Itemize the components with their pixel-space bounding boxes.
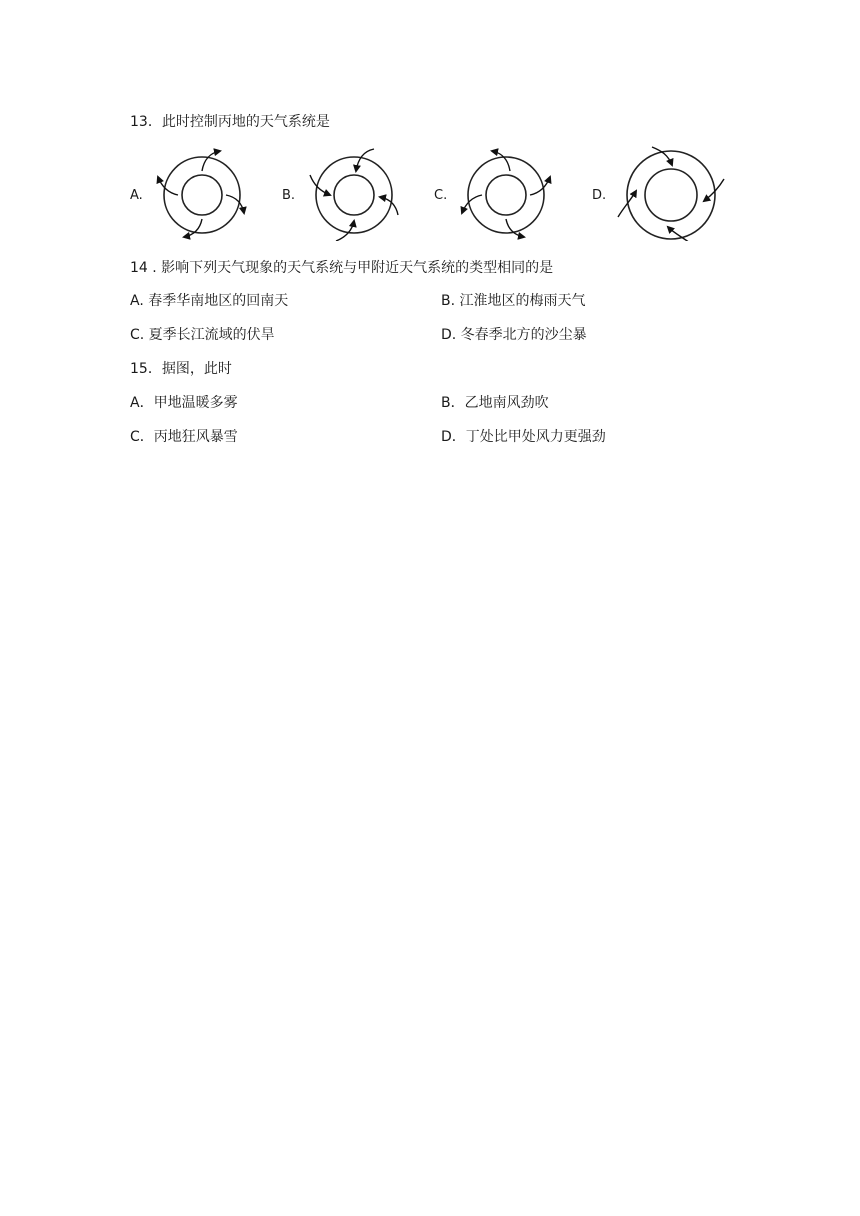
inner-isobar	[486, 175, 526, 215]
question-15-stem: 15．据图，此时	[130, 361, 232, 377]
q15-option-a[interactable]: A．甲地温暖多雾	[130, 395, 238, 411]
q15-option-d[interactable]: D．丁处比甲处风力更强劲	[441, 429, 606, 445]
q13-option-a-label: A.	[130, 188, 143, 203]
inner-isobar	[182, 175, 222, 215]
q15-option-c[interactable]: C．丙地狂风暴雪	[130, 429, 238, 445]
q13-option-a-diagram	[154, 145, 250, 241]
q13-option-c-diagram	[458, 145, 554, 241]
wind-arrow-north	[356, 149, 374, 171]
wind-arrow-south	[336, 221, 354, 241]
q14-option-d[interactable]: D. 冬春季北方的沙尘暴	[441, 327, 587, 343]
q13-option-b-diagram	[306, 145, 402, 241]
q13-option-b-label: B.	[282, 188, 296, 203]
q14-option-a[interactable]: A. 春季华南地区的回南天	[130, 293, 289, 309]
wind-arrow-south	[506, 219, 524, 237]
wind-arrow-east	[226, 195, 244, 213]
inner-isobar	[334, 175, 374, 215]
inner-isobar	[645, 169, 697, 221]
wind-arrow-east	[380, 197, 398, 215]
wind-arrow-north	[492, 151, 510, 171]
q13-option-d-label: D.	[592, 188, 607, 203]
question-13-stem: 13．此时控制丙地的天气系统是	[130, 114, 330, 130]
question-14-stem: 14 . 影响下列天气现象的天气系统与甲附近天气系统的类型相同的是	[130, 260, 554, 276]
q15-option-b[interactable]: B．乙地南风劲吹	[441, 395, 549, 411]
q13-option-d-diagram	[616, 145, 726, 241]
wind-arrow-north	[652, 147, 672, 165]
wind-arrow-south	[184, 219, 202, 237]
q14-option-b[interactable]: B. 江淮地区的梅雨天气	[441, 293, 586, 309]
q14-option-c[interactable]: C. 夏季长江流域的伏旱	[130, 327, 275, 343]
q13-option-c-label: C.	[434, 188, 448, 203]
